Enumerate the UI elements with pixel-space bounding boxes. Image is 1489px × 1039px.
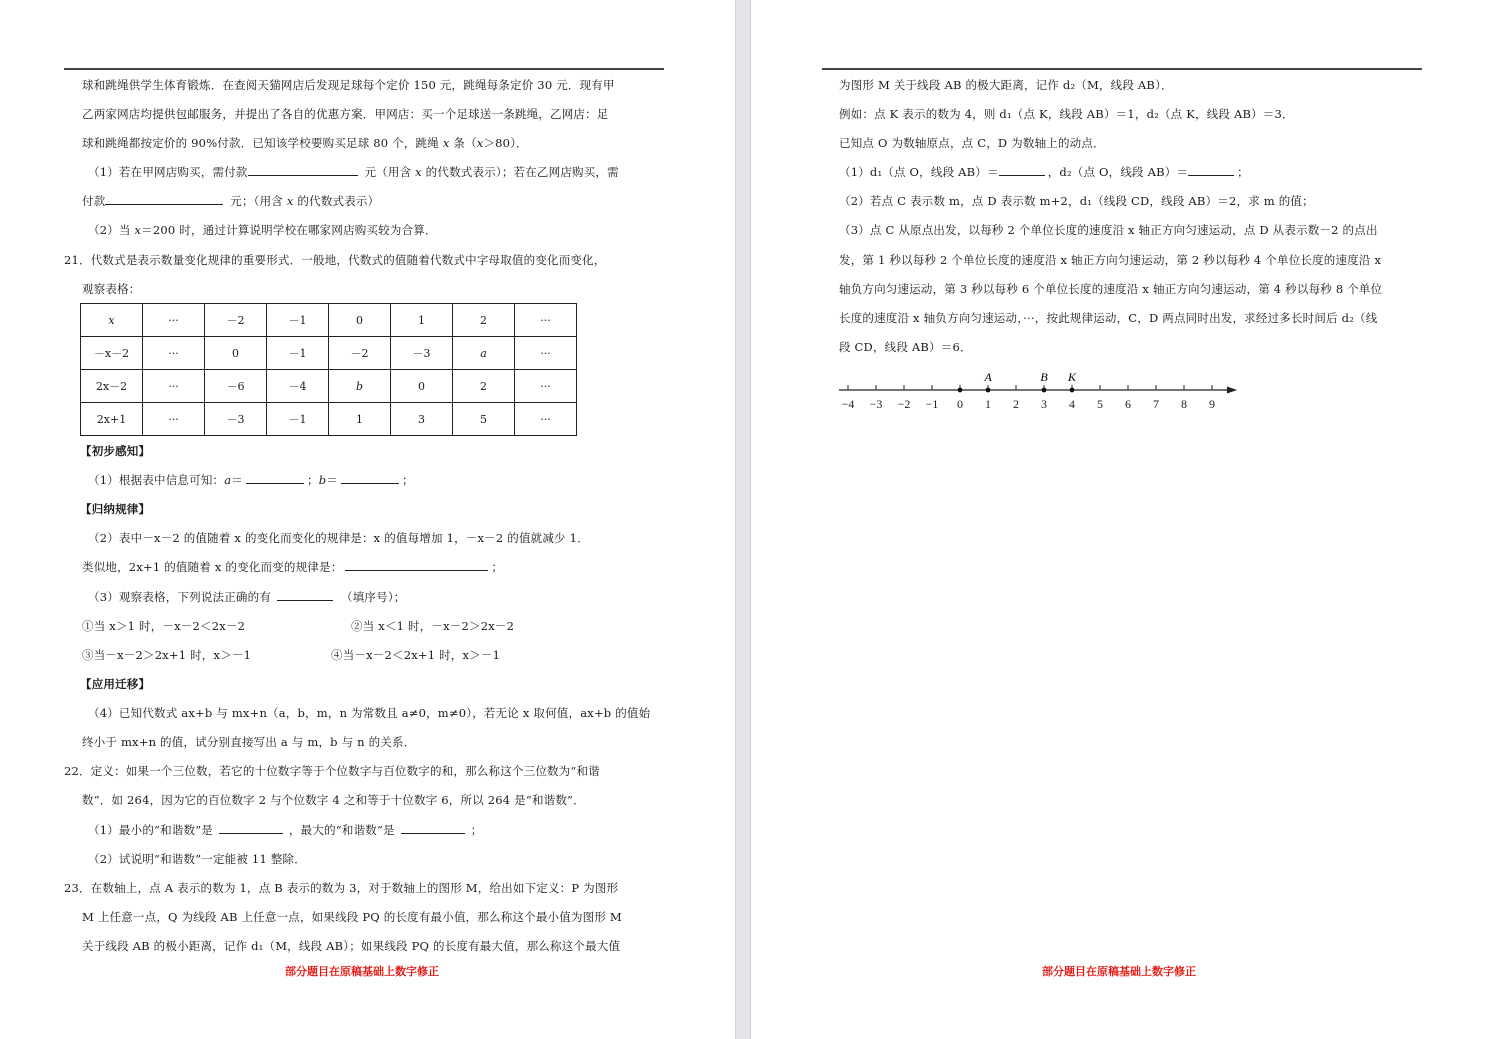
- table-cell: 2: [453, 304, 515, 337]
- text: ；: [470, 823, 483, 837]
- text: 的代数式表示）: [293, 194, 380, 208]
- table-cell: ···: [515, 403, 577, 436]
- q23-cont-line3: 已知点 O 为数轴原点，点 C，D 为数轴上的动点．: [839, 136, 1105, 150]
- tick-label: 7: [1153, 397, 1159, 411]
- table-cell: 1: [391, 304, 453, 337]
- tick-label: −3: [869, 397, 883, 411]
- table-row: [81, 304, 577, 337]
- table-cell: －3: [205, 403, 267, 436]
- point-label: K: [1067, 370, 1077, 384]
- tick-label: 2: [1013, 397, 1019, 411]
- text: 元（用含: [360, 165, 416, 179]
- answer-blank[interactable]: [1188, 164, 1234, 176]
- table-cell: 5: [453, 403, 515, 436]
- table-cell: －6: [205, 370, 267, 403]
- table-cell: 0: [329, 304, 391, 337]
- q23-part3-line1: （3）点 C 从原点出发，以每秒 2 个单位长度的速度沿 x 轴正方向匀速运动，点 D 从表示数－2 的点出: [839, 223, 1378, 237]
- q21-part4-line1: （4）已知代数式 ax+b 与 mx+n（a，b，m，n 为常数且 a≠0，m≠0），若无论 x 取何值，ax+b 的值始: [88, 706, 651, 720]
- var-x: x: [415, 165, 422, 179]
- text: ；: [306, 473, 319, 487]
- option-1: ①当 x＞1 时，－x－2＜2x－2: [82, 619, 246, 633]
- table-cell: －1: [267, 337, 329, 370]
- text: ，最大的“和谐数”是: [288, 823, 395, 837]
- section-heading: 【初步感知】: [80, 444, 151, 458]
- q23-part1: [839, 164, 1249, 180]
- tick-label: 9: [1209, 397, 1215, 411]
- table-cell: b: [329, 370, 391, 403]
- page-right: [751, 0, 1489, 1039]
- text: （2）当: [88, 223, 135, 237]
- text: （1）最小的“和谐数”是: [88, 823, 213, 837]
- table-cell: 0: [205, 337, 267, 370]
- q23-line2: M 上任意一点，Q 为线段 AB 上任意一点，如果线段 PQ 的长度有最小值，那么称这个最小值为图形 M: [82, 910, 622, 924]
- q22-part1: [88, 822, 482, 838]
- option-3: ③当－x－2＞2x+1 时，x＞－1: [82, 648, 252, 662]
- point-marker: [958, 388, 963, 393]
- text: ；: [491, 560, 504, 574]
- text: 类似地，2x+1 的值随着 x 的变化而变的规律是：: [82, 560, 343, 574]
- tick-label: −4: [841, 397, 855, 411]
- arrow-icon: [1227, 387, 1237, 394]
- answer-blank-b[interactable]: [341, 472, 399, 484]
- text: ；: [1237, 165, 1249, 179]
- answer-blank[interactable]: [219, 822, 283, 834]
- q23-line3: 关于线段 AB 的极小距离，记作 d₁（M，线段 AB）；如果线段 PQ 的长度有最大值，那么称这个最大值: [82, 939, 621, 953]
- answer-blank[interactable]: [999, 164, 1045, 176]
- table-cell: 2: [453, 370, 515, 403]
- page-gutter: [735, 0, 751, 1039]
- text: （1）根据表中信息可知：: [88, 473, 225, 487]
- tick-label: 5: [1097, 397, 1103, 411]
- table-cell: a: [453, 337, 515, 370]
- tick-label: 1: [985, 397, 991, 411]
- q20-line1: 球和跳绳供学生体育锻炼．在查阅天猫网店后发现足球每个定价 150 元，跳绳每条定价 30 元．现有甲: [82, 78, 615, 92]
- text: 付款: [82, 194, 106, 208]
- var-x: x: [286, 194, 294, 208]
- text: （1）若在甲网店购买，需付款: [88, 165, 248, 179]
- answer-blank[interactable]: [248, 164, 358, 176]
- answer-blank[interactable]: [401, 822, 465, 834]
- point-label: B: [1040, 370, 1048, 384]
- table-cell: ···: [143, 304, 205, 337]
- text: ＝200 时，通过计算说明学校在哪家网店购买较为合算．: [141, 223, 437, 237]
- section-heading: 【归纳规律】: [80, 502, 151, 516]
- table-cell: －1: [267, 403, 329, 436]
- q23-line1: 23．在数轴上，点 A 表示的数为 1，点 B 表示的数为 3，对于数轴上的图形 M，给出如下定义：P 为图形: [64, 881, 619, 895]
- q22-line2: 数”．如 264，因为它的百位数字 2 与个位数字 4 之和等于十位数字 6，所以 264 是“和谐数”．: [82, 793, 585, 807]
- answer-blank[interactable]: [105, 193, 223, 205]
- table-cell: ···: [143, 337, 205, 370]
- tick-label: 3: [1041, 397, 1047, 411]
- table-cell: 3: [391, 403, 453, 436]
- q23-part3-line3: 轴负方向匀速运动，第 3 秒以每秒 6 个单位长度的速度沿 x 轴正方向匀速运动，第 4 秒以每秒 8 个单位: [839, 282, 1383, 296]
- section-heading: 【应用迁移】: [80, 677, 151, 691]
- q20-part1-cont: [82, 193, 379, 209]
- answer-blank-a[interactable]: [246, 472, 304, 484]
- q23-cont-line1: 为图形 M 关于线段 AB 的极大距离，记作 d₂（M，线段 AB）．: [839, 78, 1173, 92]
- table-cell: 2x－2: [81, 370, 143, 403]
- page-left: [0, 0, 735, 1039]
- text: ＞80）．: [483, 136, 528, 150]
- text: 条（: [449, 136, 477, 150]
- point-marker: [1070, 388, 1075, 393]
- answer-blank[interactable]: [345, 559, 488, 571]
- tick-label: 6: [1125, 397, 1131, 411]
- q20-line3: [82, 135, 528, 151]
- var-x: x: [476, 136, 484, 150]
- q23-part3-line5: 段 CD，线段 AB）＝6．: [839, 340, 972, 354]
- var-b: b: [318, 473, 327, 487]
- table-cell: ···: [515, 337, 577, 370]
- tick-label: 0: [957, 397, 963, 411]
- text: 球和跳绳都按定价的 90%付款．已知该学校要购买足球 80 个，跳绳: [82, 136, 443, 150]
- q23-part3-line4: 长度的速度沿 x 轴负方向匀速运动，···，按此规律运动，C，D 两点同时出发，求经过多长时间后 d₂（线: [839, 311, 1378, 325]
- q21-part3: [88, 589, 405, 605]
- answer-blank[interactable]: [277, 589, 333, 601]
- tick-label: 4: [1069, 397, 1075, 411]
- tick-marks: [848, 385, 1212, 390]
- q22-line1: 22．定义：如果一个三位数，若它的十位数字等于个位数字与百位数字的和，那么称这个三位数为“和谐: [64, 764, 600, 778]
- q21-part2-line1: （2）表中－x－2 的值随着 x 的变化而变化的规律是：x 的值每增加 1，－x－2 的值就减少 1．: [88, 531, 589, 545]
- q23-part2: （2）若点 C 表示数 m，点 D 表示数 m+2，d₁（线段 CD，线段 AB）＝2，求 m 的值；: [839, 194, 1314, 208]
- option-2: ②当 x＜1 时，－x－2＞2x－2: [351, 619, 515, 633]
- text: ，d₂（点 O，线段 AB）＝: [1047, 165, 1189, 179]
- table-cell: ···: [515, 304, 577, 337]
- table-cell: x: [81, 304, 143, 337]
- table-cell: 2x+1: [81, 403, 143, 436]
- table-cell: －1: [267, 304, 329, 337]
- q22-part2: （2）试说明“和谐数”一定能被 11 整除．: [88, 852, 306, 866]
- footer-note: 部分题目在原稿基础上数字修正: [285, 965, 439, 978]
- table-cell: －2: [205, 304, 267, 337]
- tick-label: −2: [897, 397, 911, 411]
- number-line-svg: [839, 366, 1239, 416]
- tick-label: 8: [1181, 397, 1187, 411]
- q20-part1: [88, 164, 619, 180]
- q23-part3-line2: 发，第 1 秒以每秒 2 个单位长度的速度沿 x 轴正方向匀速运动，第 2 秒以每秒 4 个单位长度的速度沿 x: [839, 253, 1382, 267]
- values-table: [80, 303, 577, 436]
- text: （填序号）；: [341, 590, 406, 604]
- q21-part2-line2: [82, 559, 503, 575]
- point-label: A: [984, 370, 992, 384]
- point-marker: [1042, 388, 1047, 393]
- q20-line2: 乙两家网店均提供包邮服务，并提出了各自的优惠方案．甲网店：买一个足球送一条跳绳，乙网店：足: [82, 107, 609, 121]
- q21-intro-line2: 观察表格：: [82, 282, 141, 296]
- table-cell: ···: [143, 370, 205, 403]
- table-cell: ···: [515, 370, 577, 403]
- footer-note: 部分题目在原稿基础上数字修正: [1042, 965, 1196, 978]
- table-row: [81, 370, 577, 403]
- number-line-figure: [839, 366, 1239, 416]
- table-cell: 1: [329, 403, 391, 436]
- text: 的代数式表示）；若在乙网店购买，需: [421, 165, 619, 179]
- tick-label: −1: [925, 397, 939, 411]
- var-a: a: [224, 473, 232, 487]
- q21-part1: [88, 472, 414, 488]
- text: ＝: [326, 473, 338, 487]
- q23-cont-line2: 例如：点 K 表示的数为 4，则 d₁（点 K，线段 AB）＝1，d₂（点 K，线段 AB）＝3．: [839, 107, 1294, 121]
- text: 元；（用含: [226, 194, 287, 208]
- table-cell: －2: [329, 337, 391, 370]
- table-cell: 0: [391, 370, 453, 403]
- text: （3）观察表格，下列说法正确的有: [88, 590, 272, 604]
- header-rule: [64, 68, 664, 70]
- option-4: ④当－x－2＜2x+1 时，x＞－1: [331, 648, 501, 662]
- text: ；: [401, 473, 414, 487]
- q21-part4-line2: 终小于 mx+n 的值，试分别直接写出 a 与 m，b 与 n 的关系．: [82, 735, 416, 749]
- q21-intro-line1: 21．代数式是表示数量变化规律的重要形式．一般地，代数式的值随着代数式中字母取值的变化而变化，: [64, 253, 606, 267]
- point-marker: [986, 388, 991, 393]
- var-x: x: [134, 223, 142, 237]
- table-cell: －x－2: [81, 337, 143, 370]
- header-rule: [822, 68, 1422, 70]
- table-cell: ···: [143, 403, 205, 436]
- table-row: [81, 403, 577, 436]
- text: （1）d₁（点 O，线段 AB）＝: [839, 165, 999, 179]
- table-cell: －4: [267, 370, 329, 403]
- table-row: [81, 337, 577, 370]
- q20-part2: [88, 222, 437, 238]
- var-x: x: [442, 136, 450, 150]
- table-cell: －3: [391, 337, 453, 370]
- text: ＝: [231, 473, 243, 487]
